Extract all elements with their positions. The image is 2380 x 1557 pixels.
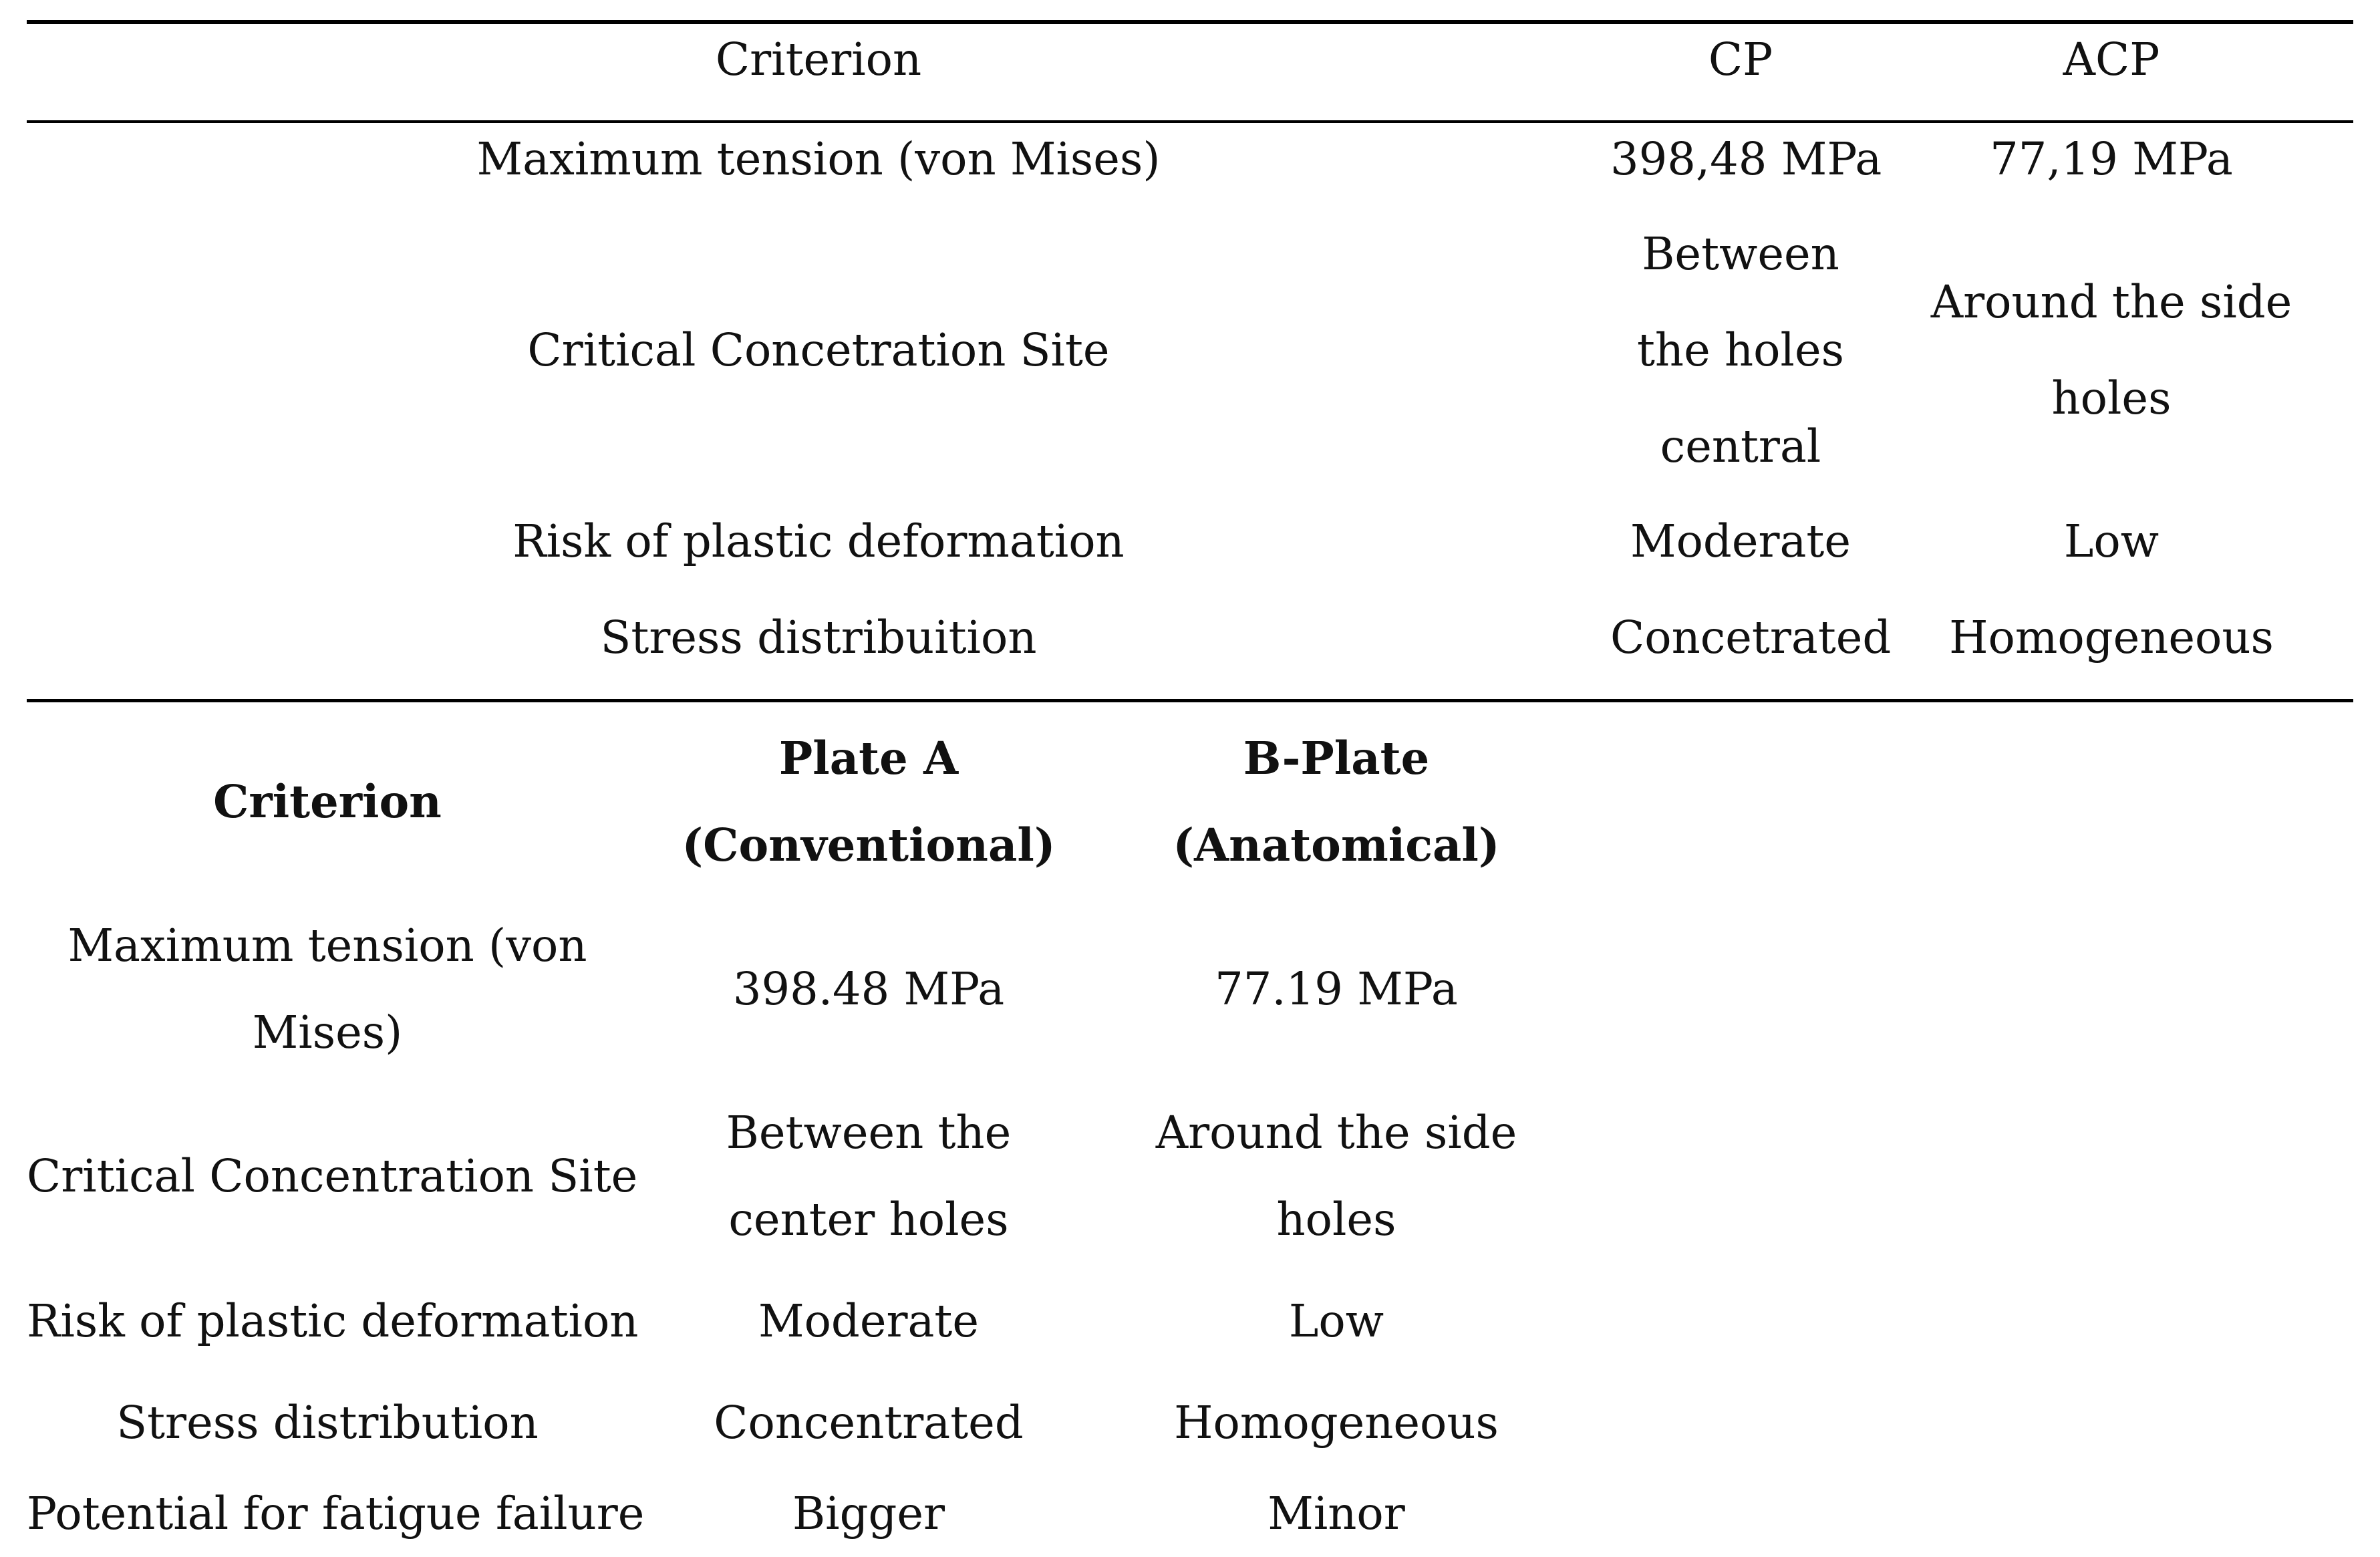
table2-row-plate-a: Concentrated [714, 1397, 1024, 1449]
table2-header-plate-b: B-Plate (Anatomical) [1173, 732, 1500, 871]
table1-row-acp: Low [2063, 515, 2160, 567]
table1-header-acp: ACP [2063, 33, 2160, 86]
table2-row-plate-b: 77.19 MPa [1215, 963, 1458, 1015]
table2-row-plate-a: 398.48 MPa [732, 963, 1005, 1015]
table1-row-cp: Between the holes central [1637, 228, 1844, 472]
table1-row-criterion: Critical Concetration Site [527, 324, 1110, 376]
table2-row-criterion: Potential for fatigue failure [27, 1488, 645, 1540]
table1-header-cp: CP [1708, 33, 1773, 86]
table2-row-plate-a: Between the center holes [726, 1107, 1012, 1246]
table1-row-acp: 77,19 MPa [1990, 133, 2233, 185]
table2-row-plate-b: Around the side holes [1155, 1107, 1517, 1246]
table2-header-plate-a: Plate A (Conventional) [682, 732, 1056, 871]
table1-row-criterion: Stress distribuition [600, 611, 1037, 664]
table2-row-plate-b: Minor [1268, 1488, 1405, 1540]
table2-row-plate-b: Homogeneous [1174, 1397, 1499, 1449]
table2-row-criterion: Critical Concentration Site [27, 1150, 638, 1202]
table1-row-criterion: Risk of plastic deformation [512, 515, 1125, 567]
table1-row-acp: Homogeneous [1949, 611, 2274, 664]
table1-row-cp: 398,48 MPa [1610, 133, 1882, 185]
table2-row-criterion: Maximum tension (von Mises) [67, 919, 587, 1058]
table2-row-plate-a: Bigger [792, 1488, 945, 1540]
table1-row-criterion: Maximum tension (von Mises) [476, 133, 1161, 185]
table1-bottom-rule [27, 699, 2353, 702]
table1-header-criterion: Criterion [715, 33, 922, 86]
table2-row-plate-a: Moderate [758, 1295, 980, 1347]
table1-row-cp: Concetrated [1610, 611, 1892, 664]
table2-row-criterion: Stress distribution [116, 1397, 539, 1449]
table2-row-criterion: Risk of plastic deformation [27, 1295, 639, 1347]
table1-row-acp: Around the side holes [1930, 276, 2292, 424]
table1-row-cp: Moderate [1630, 515, 1851, 567]
table2-header-criterion: Criterion [213, 775, 442, 828]
table2-row-plate-b: Low [1288, 1295, 1384, 1347]
